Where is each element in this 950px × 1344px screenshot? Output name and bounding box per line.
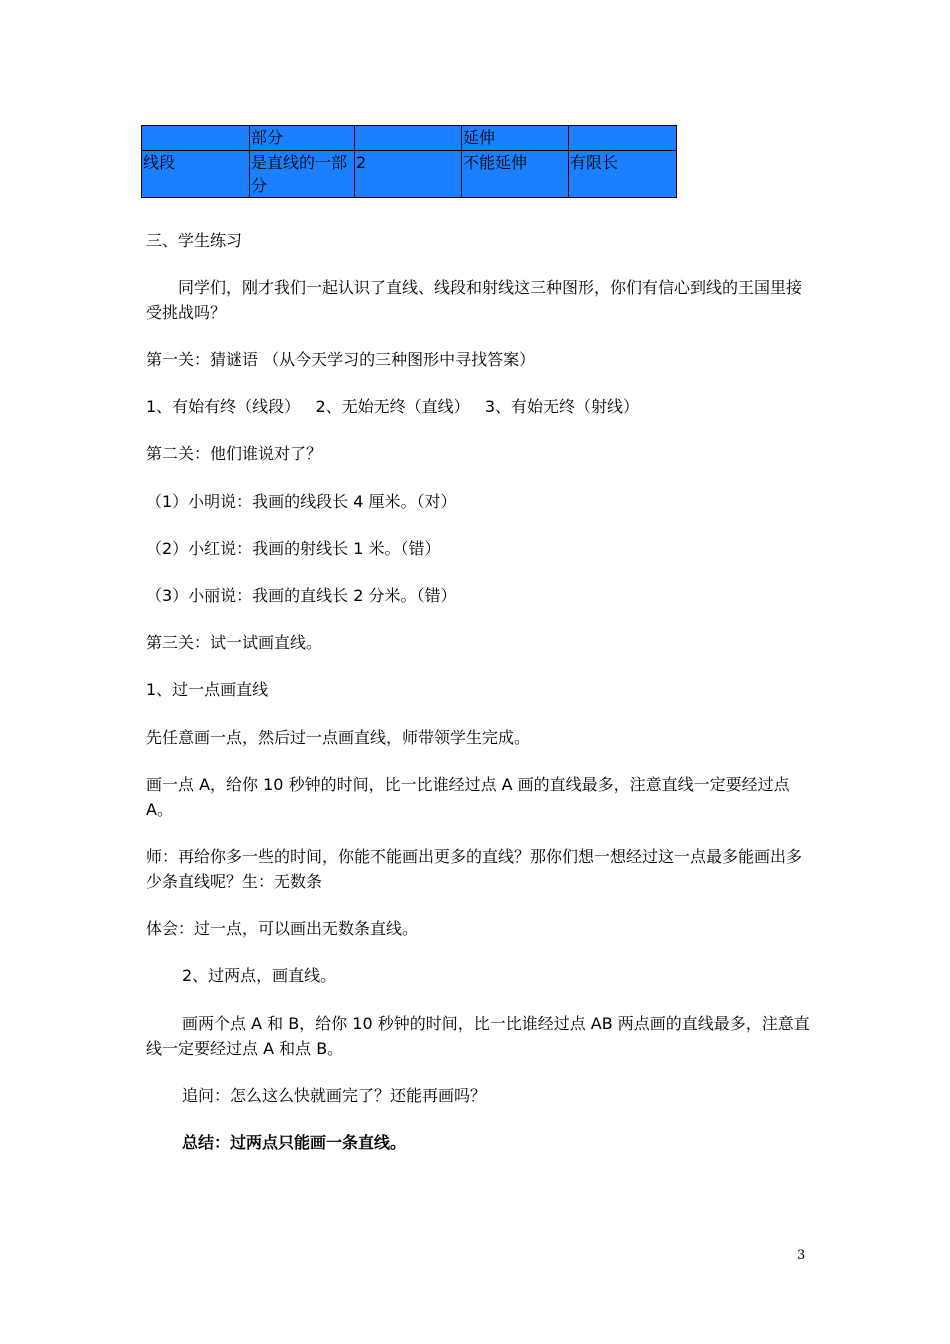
- paragraph: 第二关：他们谁说对了？: [146, 444, 323, 463]
- paragraph: （2）小红说：我画的射线长 1 米。（错）: [146, 539, 441, 558]
- table-row: [142, 151, 677, 198]
- paragraph: 体会：过一点，可以画出无数条直线。: [146, 919, 419, 938]
- paragraph: 第一关：猜谜语 （从今天学习的三种图形中寻找答案）: [146, 350, 536, 369]
- summary-paragraph: 总结：过两点只能画一条直线。: [182, 1133, 407, 1152]
- paragraph: 先任意画一点，然后过一点画直线，师带领学生完成。: [146, 728, 531, 747]
- paragraph: 第三关：试一试画直线。: [146, 633, 323, 652]
- page-number: 3: [797, 1248, 806, 1263]
- paragraph: 师：再给你多一些的时间，你能不能画出更多的直线？那你们想一想经过这一点最多能画出多少条直线呢？生：无数条: [146, 847, 803, 891]
- table-cell: 2: [355, 151, 462, 198]
- table-cell: [355, 126, 462, 151]
- paragraph: （1）小明说：我画的线段长 4 厘米。（对）: [146, 492, 457, 511]
- paragraph: 追问：怎么这么快就画完了？还能再画吗？: [182, 1086, 487, 1105]
- table-cell: [569, 126, 677, 151]
- table-cell: 是直线的一部分: [250, 151, 355, 198]
- comparison-table: [141, 125, 677, 198]
- paragraph: 同学们，刚才我们一起认识了直线、线段和射线这三种图形，你们有信心到线的王国里接受挑战吗？: [146, 278, 803, 322]
- paragraph: 画一点 A，给你 10 秒钟的时间，比一比谁经过点 A 画的直线最多，注意直线一定要经过点 A。: [146, 775, 790, 819]
- table-cell: 不能延伸: [462, 151, 569, 198]
- paragraph: 1、有始有终（线段） 2、无始无终（直线） 3、有始无终（射线）: [146, 397, 640, 416]
- table-cell: [142, 126, 250, 151]
- table-cell: 有限长: [569, 151, 677, 198]
- table-cell: 部分: [250, 126, 355, 151]
- table-row: [142, 126, 677, 151]
- table-cell: 延伸: [462, 126, 569, 151]
- paragraph: （3）小丽说：我画的直线长 2 分米。（错）: [146, 586, 457, 605]
- paragraph: 1、过一点画直线: [146, 680, 269, 699]
- section-heading: 三、学生练习: [146, 231, 243, 250]
- paragraph: 画两个点 A 和 B，给你 10 秒钟的时间，比一比谁经过点 AB 两点画的直线最多，注意直线一定要经过点 A 和点 B。: [146, 1014, 810, 1058]
- paragraph: 2、过两点，画直线。: [182, 966, 337, 985]
- table-cell: 线段: [142, 151, 250, 198]
